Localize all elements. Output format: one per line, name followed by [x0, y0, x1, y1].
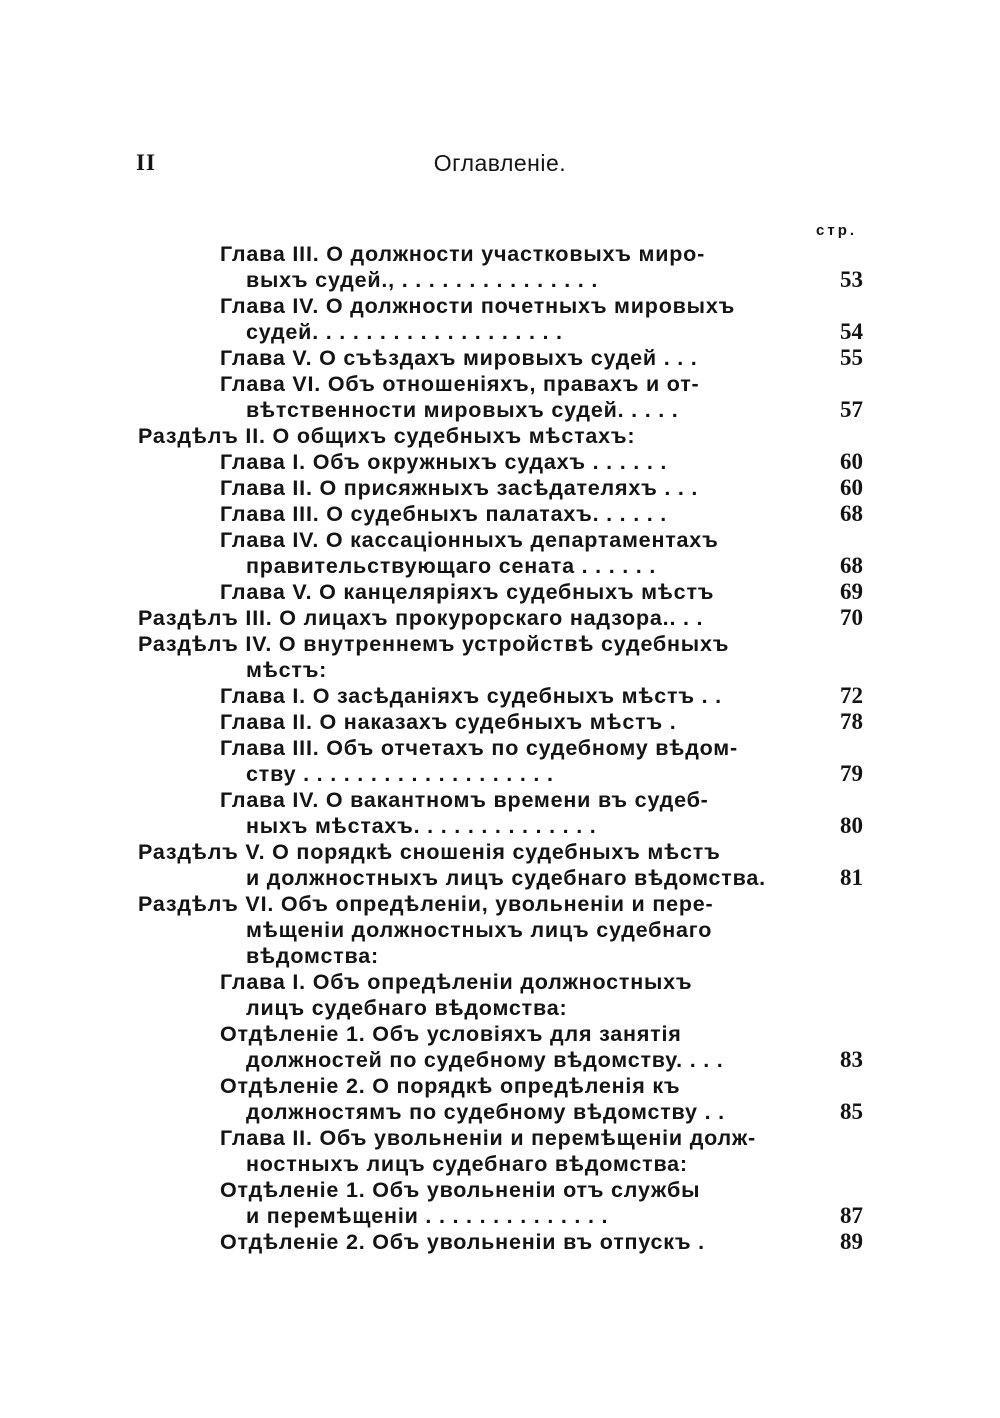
toc-entry-text: вѣдомства:: [246, 944, 379, 968]
toc-line: [0, 761, 1000, 787]
toc-entry-text: Отдѣленіе 1. Объ условіяхъ для занятія: [220, 1022, 682, 1046]
toc-line: [0, 553, 1000, 579]
toc-entry-text: Раздѣлъ IV. О внутреннемъ устройствѣ судебныхъ: [138, 632, 730, 656]
toc-page-number: 69: [840, 579, 863, 604]
toc-entry-text: Отдѣленіе 1. Объ увольненіи отъ службы: [220, 1178, 701, 1202]
toc-line: [0, 423, 1000, 449]
toc-entry-text: вѣтственности мировыхъ судей. . . . .: [246, 398, 679, 422]
toc-line: [0, 1203, 1000, 1229]
toc-entry-text: мѣстъ:: [246, 658, 328, 682]
toc-page-number: 83: [840, 1047, 863, 1072]
toc-line: [0, 1229, 1000, 1255]
toc-entry-text: ству . . . . . . . . . . . . . . . . . . .: [246, 762, 554, 786]
toc-page-number: 79: [840, 761, 863, 786]
toc-page-number: 72: [840, 683, 863, 708]
toc-line: [0, 579, 1000, 605]
toc-entry-text: Глава II. О присяжныхъ засѣдателяхъ . . .: [220, 476, 699, 500]
toc-line: [0, 371, 1000, 397]
toc-line: [0, 1073, 1000, 1099]
toc-line: [0, 501, 1000, 527]
toc-page-number: 60: [840, 475, 863, 500]
page-column-label: стр.: [816, 222, 858, 239]
toc-page-number: 80: [840, 813, 863, 838]
toc-line: [0, 709, 1000, 735]
toc-line: [0, 891, 1000, 917]
toc-line: [0, 293, 1000, 319]
toc-line: [0, 345, 1000, 371]
toc-line: [0, 1151, 1000, 1177]
toc-entry-text: Раздѣлъ II. О общихъ судебныхъ мѣстахъ:: [138, 424, 636, 448]
toc-entry-text: Раздѣлъ VI. Объ опредѣленіи, увольненіи и пере-: [138, 892, 714, 916]
toc-entry-text: Глава II. О наказахъ судебныхъ мѣстъ .: [220, 710, 677, 734]
toc-entry-text: и перемѣщеніи . . . . . . . . . . . . . .: [246, 1204, 609, 1228]
toc-entry-text: Раздѣлъ III. О лицахъ прокурорскаго надзора.. . .: [138, 606, 704, 630]
toc-entry-text: Глава I. Объ опредѣленіи должностныхъ: [220, 970, 693, 994]
toc-entry-text: Отдѣленіе 2. О порядкѣ опредѣленія къ: [220, 1074, 681, 1098]
toc-entry-text: Глава IV. О кассаціонныхъ департаментахъ: [220, 528, 719, 552]
toc-line: [0, 319, 1000, 345]
page-title: Оглавленіе.: [433, 150, 567, 176]
toc-entry-text: Глава II. Объ увольненіи и перемѣщеніи долж-: [220, 1126, 757, 1150]
page-number: II: [136, 150, 156, 175]
toc-entry-text: лицъ судебнаго вѣдомства:: [246, 996, 568, 1020]
toc-line: [0, 917, 1000, 943]
toc-page-number: 55: [840, 345, 863, 370]
toc-line: [0, 839, 1000, 865]
toc-line: [0, 969, 1000, 995]
toc-entry-text: судей. . . . . . . . . . . . . . . . . . .: [246, 320, 563, 344]
toc-entry-text: Отдѣленіе 2. Объ увольненіи въ отпускъ .: [220, 1230, 705, 1254]
toc-line: [0, 605, 1000, 631]
toc-page-number: 57: [840, 397, 863, 422]
toc-entry-text: Глава IV. О вакантномъ времени въ судеб-: [220, 788, 709, 812]
toc-line: [0, 1047, 1000, 1073]
toc-entry-text: Глава V. О канцеляріяхъ судебныхъ мѣстъ: [220, 580, 715, 604]
toc-entry-text: должностей по судебному вѣдомству. . . .: [246, 1048, 724, 1072]
toc-line: [0, 397, 1000, 423]
toc-entry-text: ныхъ мѣстахъ. . . . . . . . . . . . . .: [246, 814, 597, 838]
toc-line: [0, 683, 1000, 709]
toc-entry-text: Глава I. Объ окружныхъ судахъ . . . . . .: [220, 450, 668, 474]
toc-page-number: 68: [840, 501, 863, 526]
toc-page-number: 54: [840, 319, 863, 344]
toc-entry-text: Глава III. Объ отчетахъ по судебному вѣдом-: [220, 736, 738, 760]
toc-entry-text: Глава I. О засѣданіяхъ судебныхъ мѣстъ . .: [220, 684, 722, 708]
toc-entry-text: и должностныхъ лицъ судебнаго вѣдомства.: [246, 866, 766, 890]
toc-line: [0, 631, 1000, 657]
toc-entry-text: выхъ судей., . . . . . . . . . . . . . . .: [246, 268, 599, 292]
toc-line: [0, 995, 1000, 1021]
toc-line: [0, 527, 1000, 553]
toc-line: [0, 267, 1000, 293]
toc-page-number: 85: [840, 1099, 863, 1124]
toc-line: [0, 241, 1000, 267]
toc-line: [0, 1125, 1000, 1151]
toc-page-number: 70: [840, 605, 863, 630]
toc-page-number: 68: [840, 553, 863, 578]
toc-line: [0, 1177, 1000, 1203]
toc-entry-text: мѣщеніи должностныхъ лицъ судебнаго: [246, 918, 713, 942]
toc-line: [0, 475, 1000, 501]
toc-entry-text: Глава IV. О должности почетныхъ мировыхъ: [220, 294, 736, 318]
toc-entry-text: Глава V. О съѣздахъ мировыхъ судей . . .: [220, 346, 698, 370]
toc-line: [0, 813, 1000, 839]
toc-entry-text: Раздѣлъ V. О порядкѣ сношенія судебныхъ мѣстъ: [138, 840, 721, 864]
toc-entry-text: должностямъ по судебному вѣдомству . .: [246, 1100, 725, 1124]
toc-line: [0, 657, 1000, 683]
toc-page-number: 87: [840, 1203, 863, 1228]
toc-page-number: 81: [840, 865, 863, 890]
toc-line: [0, 865, 1000, 891]
toc-line: [0, 943, 1000, 969]
toc-line: [0, 787, 1000, 813]
toc-entry-text: Глава III. О должности участковыхъ миро-: [220, 242, 706, 266]
table-of-contents: [0, 241, 1000, 1255]
toc-page-number: 53: [840, 267, 863, 292]
toc-entry-text: Глава III. О судебныхъ палатахъ. . . . . .: [220, 502, 668, 526]
toc-line: [0, 735, 1000, 761]
toc-line: [0, 1099, 1000, 1125]
toc-entry-text: Глава VI. Объ отношеніяхъ, правахъ и от-: [220, 372, 700, 396]
toc-line: [0, 1021, 1000, 1047]
toc-page-number: 60: [840, 449, 863, 474]
toc-entry-text: правительствующаго сената . . . . . .: [246, 554, 657, 578]
toc-line: [0, 449, 1000, 475]
toc-entry-text: ностныхъ лицъ судебнаго вѣдомства:: [246, 1152, 688, 1176]
toc-page-number: 78: [840, 709, 863, 734]
toc-page-number: 89: [840, 1229, 863, 1254]
